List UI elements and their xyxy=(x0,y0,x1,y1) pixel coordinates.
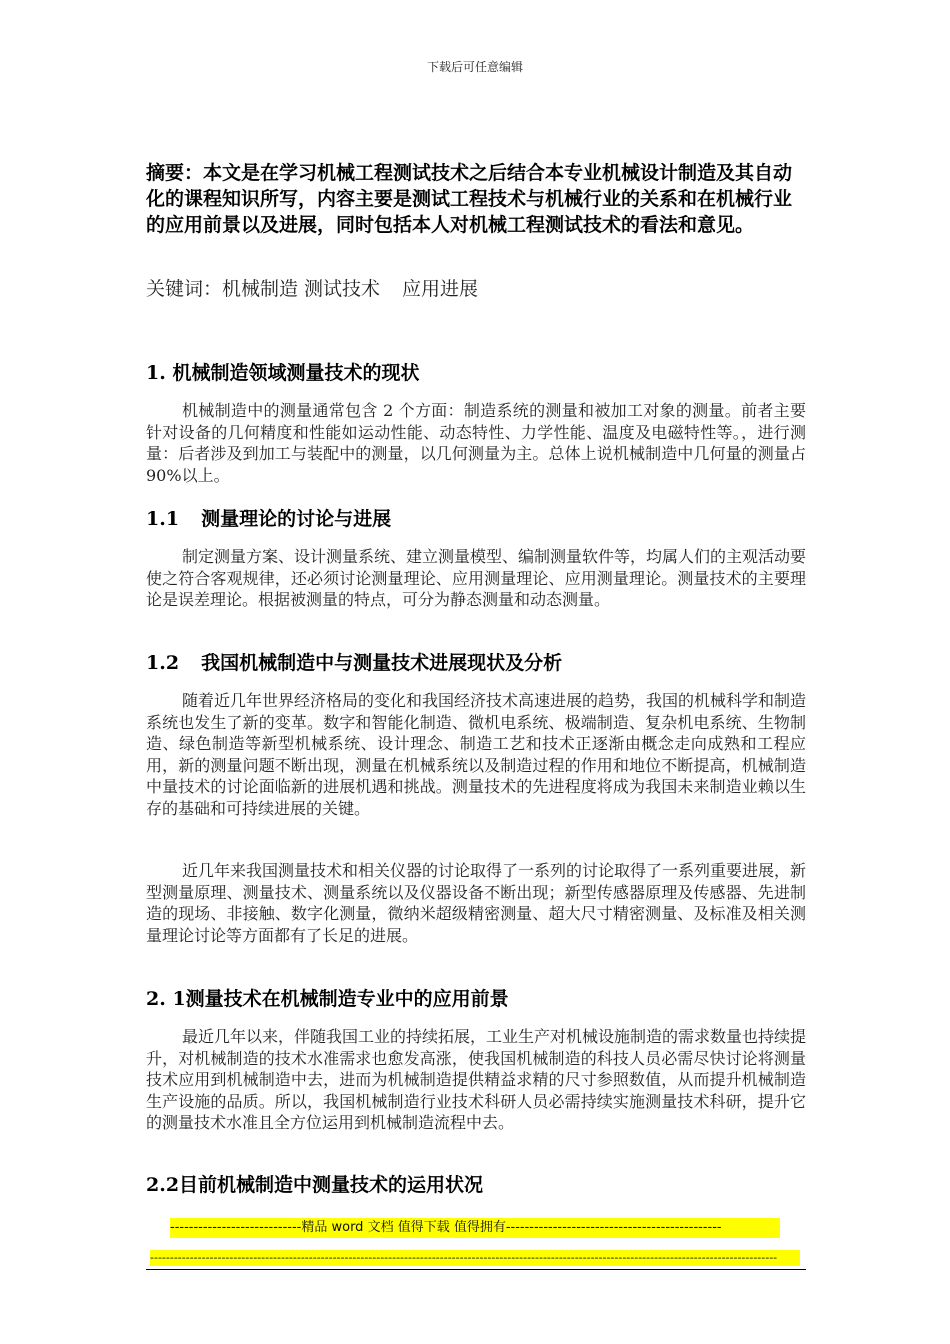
section-heading xyxy=(146,506,806,532)
section-heading: 1. 机械制造领域测量技术的现状 xyxy=(146,362,420,384)
section-number: 1.1 xyxy=(146,508,180,530)
keyword-item: 应用进展 xyxy=(402,278,479,300)
paragraph: 机械制造中的测量通常包含 2 个方面：制造系统的测量和被加工对象的测量。前者主要针对设备的几何精度和性能如运动性能、动态特性、力学性能、温度及电磁特性等。，进行测量：后者涉及到加工与装配中的测量，以几何测量为主。总体上说机械制造中几何量的测量占 90%以上。 xyxy=(146,401,806,485)
keyword-item: 机械制造 xyxy=(222,278,299,300)
footer-rule xyxy=(146,1269,806,1270)
section-heading: 2. 1测量技术在机械制造专业中的应用前景 xyxy=(146,988,509,1010)
section-number: 1.2 xyxy=(146,652,180,674)
section-heading: 2.2目前机械制造中测量技术的运用状况 xyxy=(146,1174,484,1196)
paragraph: 近几年来我国测量技术和相关仪器的讨论取得了一系列的讨论取得了一系列重要进展，新型测量原理、测量技术、测量系统以及仪器设备不断出现；新型传感器原理及传感器、先进制造的现场、非接触、数字化测量，微纳米超级精密测量、超大尺寸精密测量、及标准及相关测量理论讨论等方面都有了长足的进展。 xyxy=(146,861,807,945)
paragraph: 随着近几年世界经济格局的变化和我国经济技术高速进展的趋势，我国的机械科学和制造系统也发生了新的变革。数字和智能化制造、微机电系统、极端制造、复杂机电系统、生物制造、绿色制造等新型机械系统、设计理念、制造工艺和技术正逐渐由概念走向成熟和工程应用，新的测量问题不断出现，测量在机械系统以及制造过程的作用和地位不断提高，机械制造中量技术的讨论面临新的进展机遇和挑战。测量技术的先进程度将成为我国未来制造业赖以生存的基础和可持续进展的关键。 xyxy=(146,691,807,818)
section-title: 我国机械制造中与测量技术进展现状及分析 xyxy=(201,652,563,674)
keyword-item: 测试技术 xyxy=(304,278,381,300)
paragraph: 最近几年以来，伴随我国工业的持续拓展，工业生产对机械设施制造的需求数量也持续提升，对机械制造的技术水准需求也愈发高涨，使我国机械制造的科技人员必需尽快讨论将测量技术应用到机械制造中去，进而为机械制造提供精益求精的尺寸参照数值，从而提升机械制造生产设施的品质。所以，我国机械制造行业技术科研人员必需持续实施测量技术科研，提升它的测量技术水准且全方位运用到机械制造流程中去。 xyxy=(146,1027,807,1133)
keywords xyxy=(146,276,806,302)
header-note: 下载后可任意编辑 xyxy=(426,60,523,74)
section-heading xyxy=(146,650,806,676)
footer-banner-dashes: -------------------------------------------------------------------------------------------------------------------------------------------------------------- xyxy=(150,1250,800,1266)
footer-banner: ----------------------------精品 word 文档 值得下载 值得拥有---------------------------------------------- xyxy=(170,1218,780,1238)
keywords-label: 关键词： xyxy=(146,278,223,300)
section-title: 测量理论的讨论与进展 xyxy=(201,508,392,530)
paragraph: 制定测量方案、设计测量系统、建立测量模型、编制测量软件等，均属人们的主观活动要使之符合客观规律，还必须讨论测量理论、应用测量理论、应用测量理论。测量技术的主要理论是误差理论。根据被测量的特点，可分为静态测量和动态测量。 xyxy=(146,547,807,610)
abstract: 摘要：本文是在学习机械工程测试技术之后结合本专业机械设计制造及其自动化的课程知识所写，内容主要是测试工程技术与机械行业的关系和在机械行业的应用前景以及进展，同时包括本人对机械工程测试技术的看法和意见。 xyxy=(146,162,793,236)
